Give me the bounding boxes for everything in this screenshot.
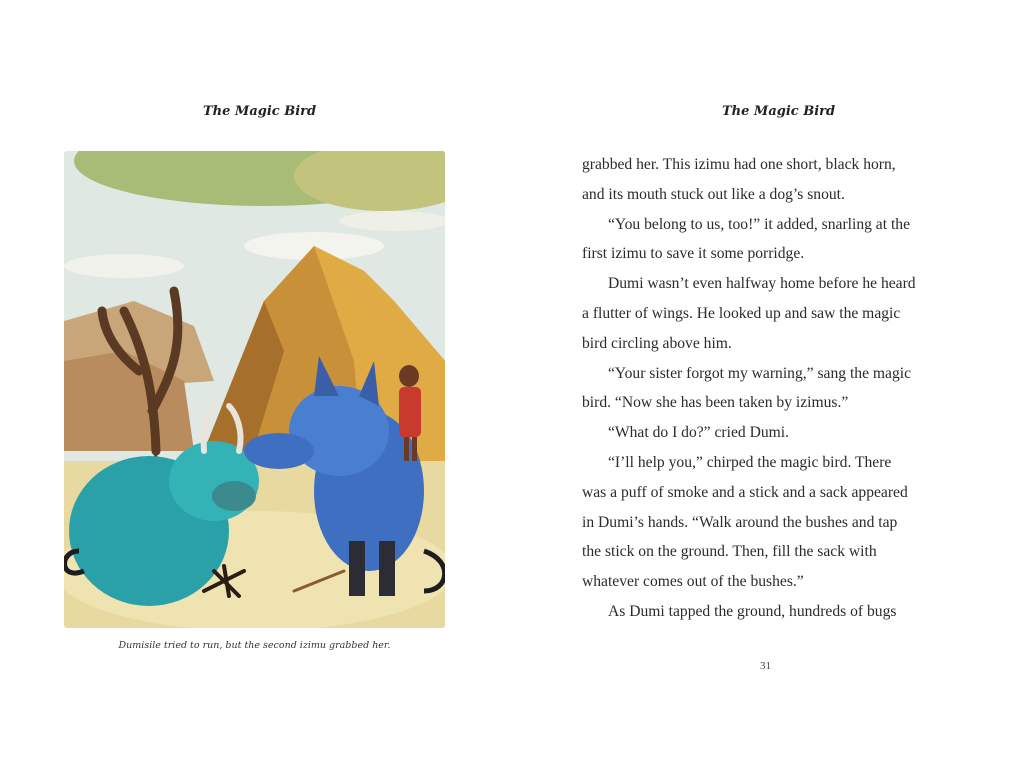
blue-monster-leg	[349, 541, 365, 596]
text-line: grabbed her. This izimu had one short, black horn,	[582, 156, 896, 173]
right-page	[512, 0, 1024, 768]
blue-monster-leg	[379, 541, 395, 596]
cloud	[64, 254, 184, 278]
text-line: the stick on the ground. Then, fill the sack with	[582, 543, 877, 561]
text-line: bird circling above him.	[582, 334, 732, 352]
teal-monster-snout	[212, 481, 256, 511]
girl-leg	[404, 437, 409, 461]
text-line: in Dumi’s hands. “Walk around the bushes and tap	[582, 513, 898, 531]
text-line: Dumi wasn’t even halfway home before he heard	[608, 275, 916, 293]
girl-head	[399, 365, 419, 387]
text-line: “I’ll help you,” chirped the magic bird. There	[608, 453, 892, 471]
running-head-left: The Magic Bird	[203, 104, 317, 119]
cloud	[339, 211, 445, 231]
text-line: a flutter of wings. He looked up and saw the magic	[582, 304, 901, 322]
text-line: bird. “Now she has been taken by izimus.”	[582, 394, 849, 412]
text-line: and its mouth stuck out like a dog’s snout.	[582, 185, 845, 203]
illustration-caption: Dumisile tried to run, but the second izimu grabbed her.	[118, 640, 391, 651]
text-line: whatever comes out of the bushes.”	[582, 573, 804, 591]
text-line: As Dumi tapped the ground, hundreds of bugs	[608, 602, 897, 620]
text-line: first izimu to save it some porridge.	[582, 245, 805, 263]
text-line: “You belong to us, too!” it added, snarling at the	[608, 215, 911, 233]
text-line: was a puff of smoke and a stick and a sack appeared	[582, 483, 908, 501]
girl-leg	[412, 437, 417, 461]
page-number: 31	[760, 660, 771, 672]
running-head-right: The Magic Bird	[722, 104, 836, 119]
blue-monster-snout	[244, 433, 314, 469]
story-illustration	[64, 151, 445, 628]
girl-dress	[399, 387, 421, 437]
story-text	[582, 150, 992, 627]
text-line: “Your sister forgot my warning,” sang the magic	[608, 364, 912, 382]
text-line: “What do I do?” cried Dumi.	[608, 424, 789, 442]
